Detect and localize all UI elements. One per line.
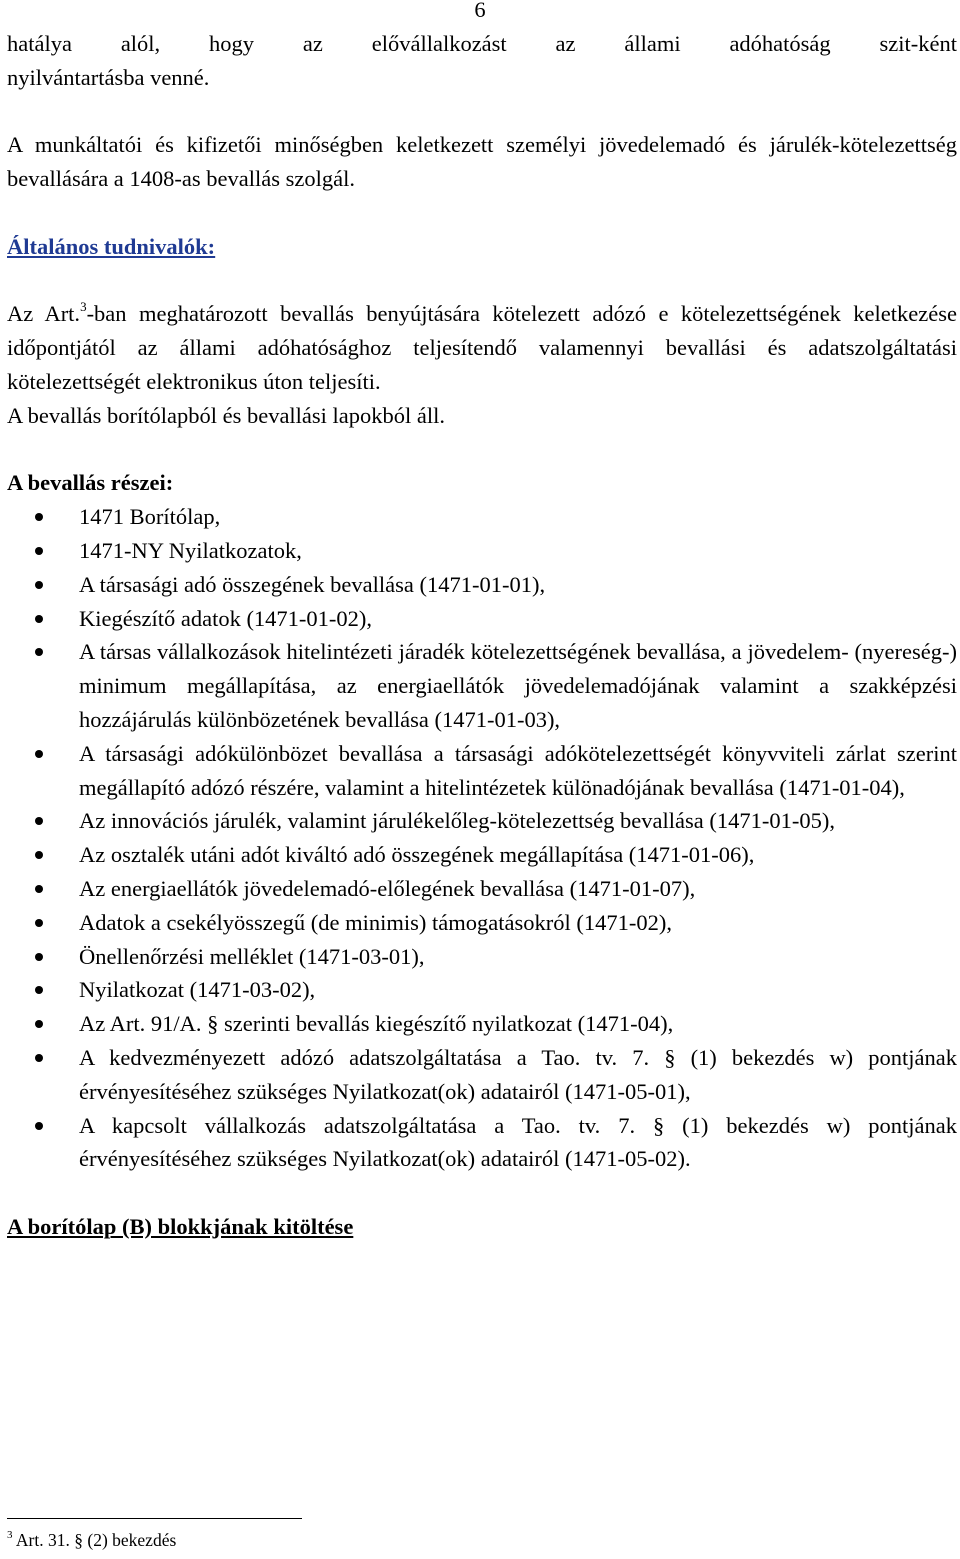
general-info-paragraph-2: A bevallás borítólapból és bevallási lapokból áll.	[7, 402, 446, 428]
general-info-heading: Általános tudnivalók:	[7, 233, 216, 259]
list-item: 1471-NY Nyilatkozatok,	[7, 534, 957, 568]
intro-line-2: nyilvántartásba venné.	[7, 64, 210, 90]
list-item: Nyilatkozat (1471-03-02),	[7, 973, 957, 1007]
list-item: Adatok a csekélyösszegű (de minimis) támogatásokról (1471-02),	[7, 906, 957, 940]
page-number: 6	[474, 0, 486, 22]
list-item: A kedvezményezett adózó adatszolgáltatása a Tao. tv. 7. § (1) bekezdés w) pontjának érvényesítéséhez szükséges Nyilatkozat(ok) adatairól (1471-05-01),	[7, 1041, 957, 1109]
parts-list	[7, 500, 957, 1176]
footnote-text: Art. 31. § (2) bekezdés	[12, 1530, 177, 1550]
intro-line-1: hatálya alól, hogy az elővállalkozást az állami adóhatóság szit-ként	[7, 31, 957, 56]
section-title: A borítólap (B) blokkjának kitöltése	[7, 1213, 354, 1239]
footnote-separator	[7, 1518, 302, 1519]
list-item: A társasági adókülönbözet bevallása a társasági adókötelezettségét könyvviteli zárlat szerint megállapító adózó részére, valamint a hitelintézetek különadójának bevallása (1471-01-04),	[7, 737, 957, 805]
list-item: A kapcsolt vállalkozás adatszolgáltatása a Tao. tv. 7. § (1) bekezdés w) pontjának érvényesítéséhez szükséges Nyilatkozat(ok) adatairól (1471-05-02).	[7, 1109, 957, 1177]
list-item: A társasági adó összegének bevallása (1471-01-01),	[7, 568, 957, 602]
intro-paragraph-2: A munkáltatói és kifizetői minőségben keletkezett személyi jövedelemadó és járulék-kötelezettség bevallására a 1408-as bevallás szolgál.	[7, 132, 957, 192]
parts-heading: A bevallás részei:	[7, 470, 174, 496]
footnote	[7, 1528, 176, 1552]
list-item: A társas vállalkozások hitelintézeti járadék kötelezettségének bevallása, a jövedelem- (nyereség-) minimum megállapítása, az energiaellátók jövedelemadójának valamint a szakképzési hozzájárulás különbözetének bevallása (1471-01-03),	[7, 635, 957, 736]
footnote-ref: 3	[80, 298, 87, 314]
list-item: Az innovációs járulék, valamint járulékelőleg-kötelezettség bevallása (1471-01-05),	[7, 804, 957, 838]
document-body	[7, 27, 957, 1244]
list-item: 1471 Borítólap,	[7, 500, 957, 534]
list-item: Önellenőrzési melléklet (1471-03-01),	[7, 940, 957, 974]
list-item: Az energiaellátók jövedelemadó-előlegének bevallása (1471-01-07),	[7, 872, 957, 906]
general-info-paragraph: Az Art.$^3$-ban meghatározott bevallás benyújtására kötelezett adózó e kötelezettségének keletkezése időpontjától az állami adóhatósághoz teljesítendő valamennyi bevallási és adatszolgáltatási kötelezettségét elektronikus úton teljesíti.	[7, 298, 957, 394]
list-item: Kiegészítő adatok (1471-01-02),	[7, 602, 957, 636]
list-item: Az Art. 91/A. § szerinti bevallás kiegészítő nyilatkozat (1471-04),	[7, 1007, 957, 1041]
footnote-number: 3	[7, 1529, 13, 1542]
list-item: Az osztalék utáni adót kiváltó adó összegének megállapítása (1471-01-06),	[7, 838, 957, 872]
